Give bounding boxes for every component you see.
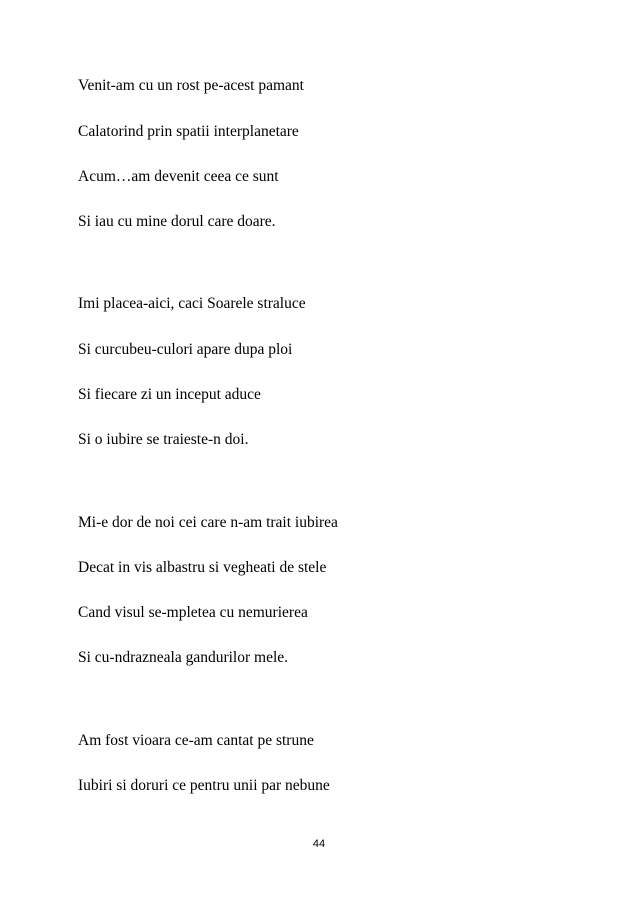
poem-line: Venit-am cu un rost pe-acest pamant — [78, 77, 304, 94]
poem-line: Si fiecare zi un inceput aduce — [78, 386, 261, 403]
poem-line: Si o iubire se traieste-n doi. — [78, 431, 249, 448]
poem-line: Mi-e dor de noi cei care n-am trait iubirea — [78, 514, 338, 531]
poem-line: Calatorind prin spatii interplanetare — [78, 123, 299, 140]
page-number: 44 — [312, 838, 326, 850]
poem-line: Acum…am devenit ceea ce sunt — [78, 168, 279, 185]
poem-line: Decat in vis albastru si vegheati de stele — [78, 559, 327, 576]
poem-line: Iubiri si doruri ce pentru unii par nebune — [78, 777, 330, 794]
poem-line: Si iau cu mine dorul care doare. — [78, 213, 276, 230]
poem-line: Cand visul se-mpletea cu nemurierea — [78, 604, 308, 621]
poem-line: Si curcubeu-culori apare dupa ploi — [78, 341, 293, 358]
poem-line: Am fost vioara ce-am cantat pe strune — [78, 732, 314, 749]
poem-line: Si cu-ndrazneala gandurilor mele. — [78, 649, 289, 666]
poem-line: Imi placea-aici, caci Soarele straluce — [78, 295, 306, 312]
